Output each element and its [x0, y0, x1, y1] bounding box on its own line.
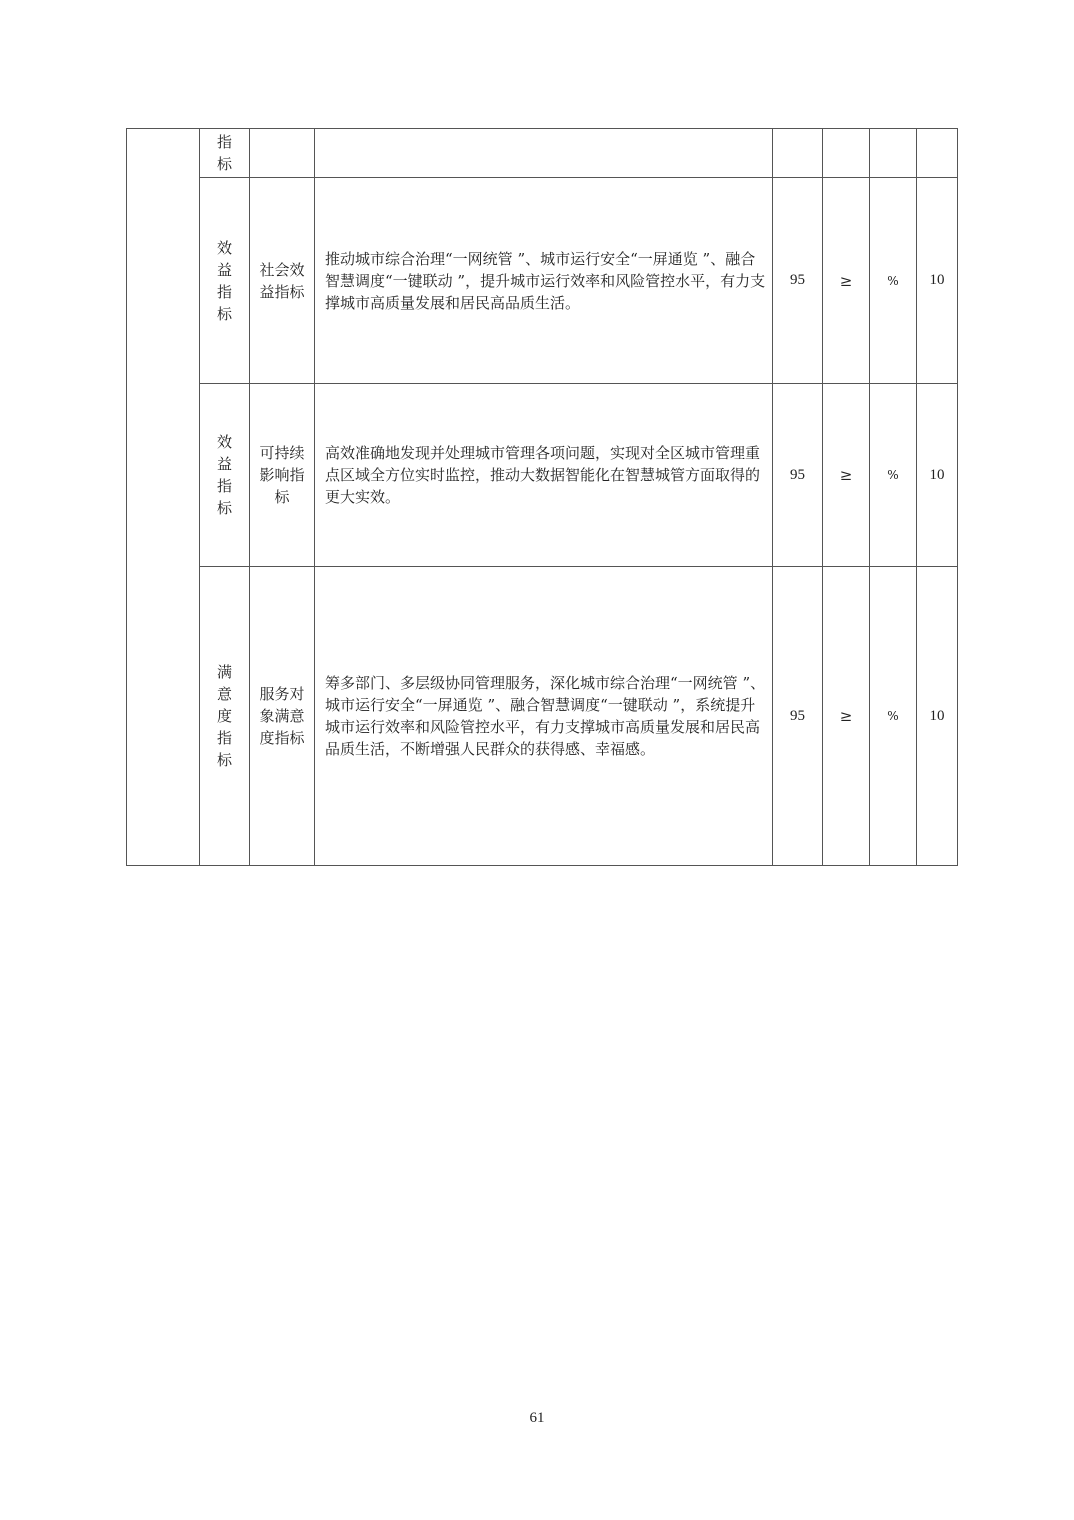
- subcategory-label: 社会效益指标: [259, 260, 305, 301]
- unit-cell: [870, 178, 917, 384]
- score-text: 10: [929, 272, 945, 288]
- category-label: 效 益 指 标: [216, 433, 232, 517]
- description-cell: [315, 129, 773, 178]
- value-text: 95: [790, 707, 805, 724]
- unit-cell: [870, 567, 917, 866]
- operator-text: ≥: [839, 271, 853, 290]
- operator-cell: [823, 129, 870, 178]
- table-row: [127, 384, 958, 567]
- subcategory-cell: [250, 178, 315, 384]
- score-text: 10: [929, 466, 945, 483]
- category-label: 效 益 指 标: [216, 238, 232, 323]
- value-cell: [773, 567, 823, 866]
- unit-text: %: [887, 273, 899, 288]
- category-cell: [200, 567, 250, 866]
- unit-cell: [870, 129, 917, 178]
- operator-cell: [823, 567, 870, 866]
- value-cell: [773, 384, 823, 567]
- unit-text: %: [887, 468, 899, 482]
- page-number: 61: [529, 1410, 545, 1426]
- category-label: 指 标: [216, 133, 232, 173]
- merged-blank-cell: [127, 129, 200, 866]
- description-text: 推动城市综合治理“一网统管 ”、城市运行安全“一屏通览 ”、融合智慧调度“一键联动 ”，提升城市运行效率和风险管控水平，有力支撑城市高质量发展和居民高品质生活。: [325, 249, 766, 312]
- value-cell: [773, 178, 823, 384]
- unit-cell: [870, 384, 917, 567]
- value-text: 95: [790, 272, 805, 288]
- subcategory-label: 可持续影响指标: [259, 444, 305, 506]
- category-cell: [200, 129, 250, 178]
- score-cell: [917, 178, 958, 384]
- table-row: [127, 129, 958, 178]
- operator-text: ≥: [839, 466, 853, 484]
- score-text: 10: [929, 707, 945, 724]
- subcategory-cell: [250, 129, 315, 178]
- value-text: 95: [790, 466, 805, 483]
- subcategory-cell: [250, 384, 315, 567]
- subcategory-cell: [250, 567, 315, 866]
- description-cell: [315, 384, 773, 567]
- operator-cell: [823, 178, 870, 384]
- subcategory-label: 服务对象满意度指标: [259, 685, 305, 747]
- operator-cell: [823, 384, 870, 567]
- description-cell: [315, 567, 773, 866]
- description-text: 高效准确地发现并处理城市管理各项问题，实现对全区城市管理重点区域全方位实时监控，推动大数据智能化在智慧城管方面取得的更大实效。: [325, 444, 761, 506]
- description-text: 筹多部门、多层级协同管理服务，深化城市综合治理“一网统管 ”、城市运行安全“一屏通览 ”、融合智慧调度“一键联动 ”，系统提升城市运行效率和风险管控水平，有力支撑城市高质量发展和居民高品质生活，不断增强人民群众的获得感、幸福感。: [325, 674, 766, 758]
- table-row: [127, 567, 958, 866]
- description-cell: [315, 178, 773, 384]
- operator-text: ≥: [839, 707, 853, 725]
- score-cell: [917, 567, 958, 866]
- indicator-table: [126, 128, 958, 866]
- category-cell: [200, 384, 250, 567]
- score-cell: [917, 129, 958, 178]
- category-label: 满 意 度 指 标: [216, 663, 232, 769]
- table-row: [127, 178, 958, 384]
- score-cell: [917, 384, 958, 567]
- category-cell: [200, 178, 250, 384]
- unit-text: %: [887, 709, 899, 723]
- value-cell: [773, 129, 823, 178]
